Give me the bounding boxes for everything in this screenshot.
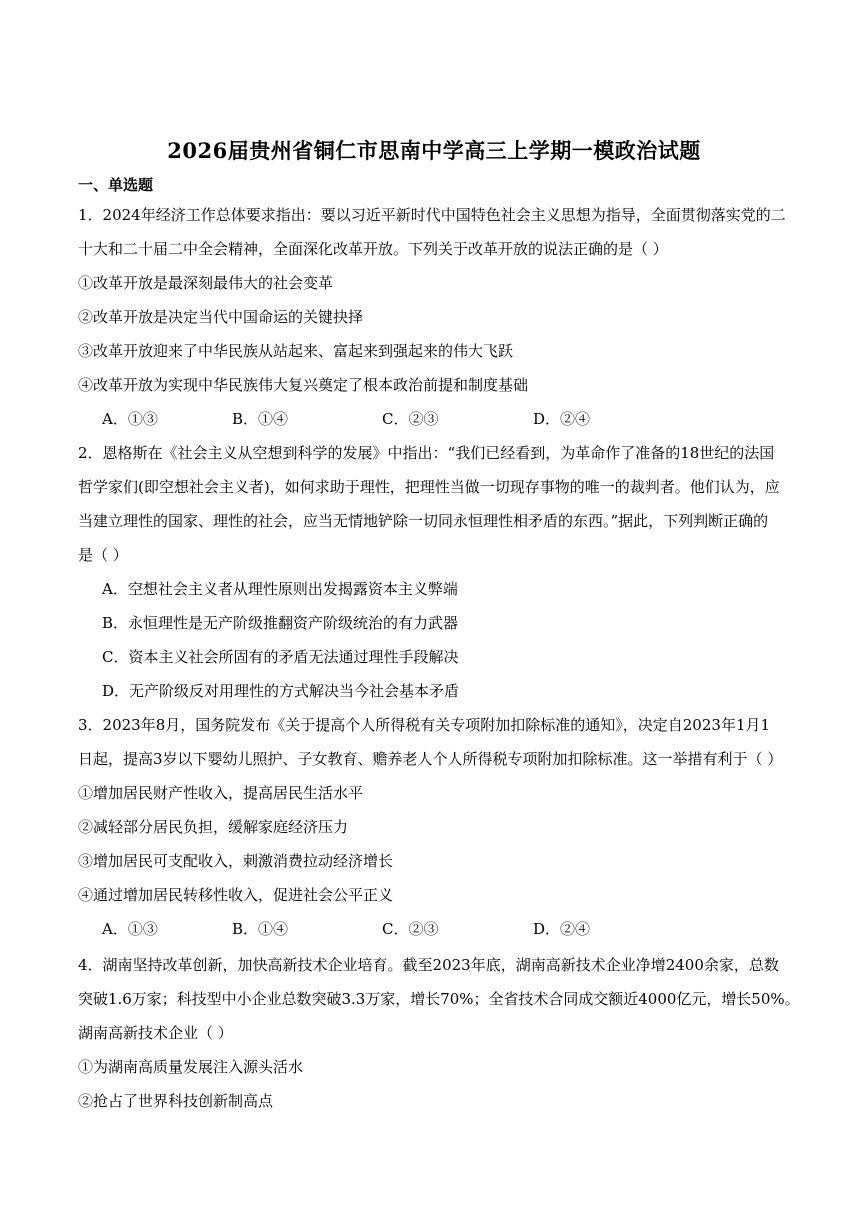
q3-item: ①增加居民财产性收入，提高居民生活水平 — [78, 784, 364, 802]
q4-stem-line: 湖南高新技术企业（ ） — [78, 1024, 233, 1042]
q3-option-b: B．①④ — [232, 920, 289, 938]
q1-stem-line: 1．2024年经济工作总体要求指出：要以习近平新时代中国特色社会主义思想为指导，全面贯彻落实党的二 — [78, 206, 786, 224]
q1-option-b: B．①④ — [232, 410, 289, 428]
q1-item: ①改革开放是最深刻最伟大的社会变革 — [78, 274, 334, 292]
q3-option-c: C．②③ — [382, 920, 439, 938]
page-title: 2026届贵州省铜仁市思南中学高三上学期一模政治试题 — [167, 138, 701, 163]
q1-option-d: D．②④ — [533, 410, 591, 428]
q4-stem-line: 4．湖南坚持改革创新，加快高新技术企业培育。截至2023年底，湖南高新技术企业净增2400余家，总数 — [78, 956, 779, 974]
q1-item: ④改革开放为实现中华民族伟大复兴奠定了根本政治前提和制度基础 — [78, 376, 529, 394]
q3-item: ②减轻部分居民负担，缓解家庭经济压力 — [78, 818, 349, 836]
q2-option-c: C．资本主义社会所固有的矛盾无法通过理性手段解决 — [102, 648, 459, 666]
q3-item: ④通过增加居民转移性收入，促进社会公平正义 — [78, 886, 394, 904]
q4-item: ②抢占了世界科技创新制高点 — [78, 1092, 274, 1110]
q3-stem-line: 3．2023年8月，国务院发布《关于提高个人所得税有关专项附加扣除标准的通知》，决定自2023年1月1 — [78, 716, 771, 734]
q1-item: ②改革开放是决定当代中国命运的关键抉择 — [78, 308, 364, 326]
q2-option-b: B．永恒理性是无产阶级推翻资产阶级统治的有力武器 — [102, 614, 459, 632]
q2-stem-line: 当建立理性的国家、理性的社会，应当无情地铲除一切同永恒理性相矛盾的东西。”据此，下列判断正确的 — [78, 512, 769, 530]
q3-option-d: D．②④ — [533, 920, 591, 938]
q2-option-a: A．空想社会主义者从理性原则出发揭露资本主义弊端 — [102, 580, 458, 598]
q1-item: ③改革开放迎来了中华民族从站起来、富起来到强起来的伟大飞跃 — [78, 342, 514, 360]
q2-stem-line: 2．恩格斯在《社会主义从空想到科学的发展》中指出：“我们已经看到，为革命作了准备的18世纪的法国 — [78, 444, 775, 462]
q1-option-c: C．②③ — [382, 410, 439, 428]
q1-option-a: A．①③ — [102, 410, 158, 428]
section-heading: 一、单选题 — [78, 176, 154, 194]
q2-stem-line: 是（ ） — [78, 546, 128, 564]
q3-option-a: A．①③ — [102, 920, 158, 938]
q3-item: ③增加居民可支配收入，刺激消费拉动经济增长 — [78, 852, 394, 870]
q4-item: ①为湖南高质量发展注入源头活水 — [78, 1058, 304, 1076]
q1-stem-line: 十大和二十届二中全会精神，全面深化改革开放。下列关于改革开放的说法正确的是（ ） — [78, 240, 668, 258]
q3-stem-line: 日起，提高3岁以下婴幼儿照护、子女教育、赡养老人个人所得税专项附加扣除标准。这一举措有利于（ ） — [78, 750, 783, 768]
q2-option-d: D．无产阶级反对用理性的方式解决当今社会基本矛盾 — [102, 682, 460, 700]
q4-stem-line: 突破1.6万家；科技型中小企业总数突破3.3万家，增长70%；全省技术合同成交额近4000亿元，增长50%。 — [78, 990, 800, 1008]
q2-stem-line: 哲学家们(即空想社会主义者)，如何求助于理性，把理性当做一切现存事物的唯一的裁判者。他们认为，应 — [78, 478, 780, 496]
